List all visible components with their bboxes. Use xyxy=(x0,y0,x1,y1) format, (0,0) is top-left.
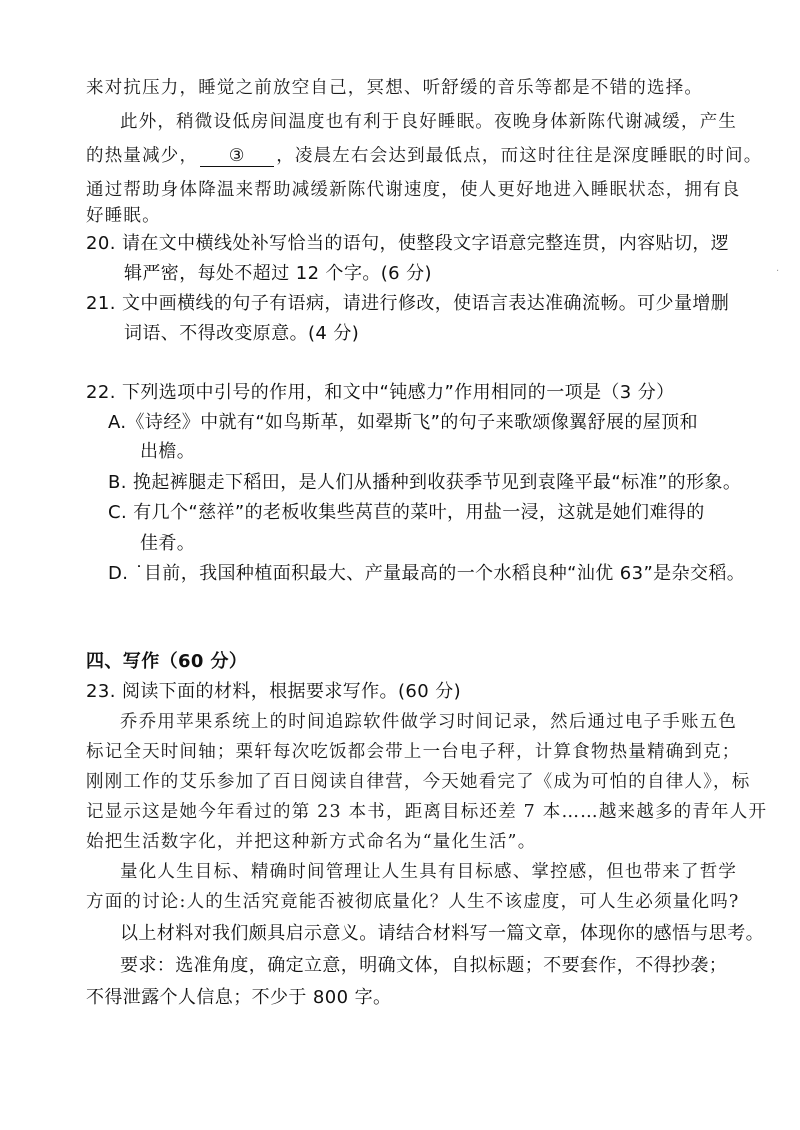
material-line-6: 量化人生目标、精确时间管理让人生具有目标感、掌控感，但也带来了哲学 xyxy=(120,862,738,882)
option-d: D. ˙目前，我国种植面积最大、产量最高的一个水稻良种“汕优 63”是杂交稻。 xyxy=(108,563,746,584)
material-line-2: 标记全天时间轴；栗轩每次吃饭都会带上一台电子秤，计算食物热量精确到克； xyxy=(86,742,741,762)
passage-line-3-start: 的热量减少， xyxy=(86,146,199,166)
requirements-line-2: 不得泄露个人信息；不少于 800 字。 xyxy=(86,987,392,1008)
question-21-line-1: 21. 文中画横线的句子有语病，请进行修改，使语言表达准确流畅。可少量增删 xyxy=(86,293,730,314)
material-line-4: 记显示这是她今年看过的第 23 本书，距离目标还差 7 本……越来越多的青年人开 xyxy=(86,802,768,822)
option-a-line-2: 出檐。 xyxy=(140,441,196,462)
option-a-line-1: A.《诗经》中就有“如鸟斯革，如翚斯飞”的句子来歌颂像翼舒展的屋顶和 xyxy=(108,412,698,433)
material-line-5: 始把生活数字化，并把这种新方式命名为“量化生活”。 xyxy=(86,832,537,852)
question-22-stem: 22. 下列选项中引号的作用，和文中“钝感力”作用相同的一项是（3 分） xyxy=(86,382,675,403)
option-b: B. 挽起裤腿走下稻田，是人们从播种到收获季节见到袁隆平最“标准”的形象。 xyxy=(108,472,742,493)
passage-line-3 xyxy=(86,144,762,168)
requirements-line-1: 要求：选准角度，确定立意，明确文体，自拟标题；不要套作，不得抄袭； xyxy=(120,955,728,976)
question-20-line-2: 辑严密，每处不超过 12 个字。(6 分) xyxy=(124,263,432,284)
passage-line-4: 通过帮助身体降温来帮助减缓新陈代谢速度，使人更好地进入睡眠状态，拥有良 xyxy=(86,180,741,200)
passage-line-2: 此外，稍微设低房间温度也有利于良好睡眠。夜晚身体新陈代谢减缓，产生 xyxy=(120,112,738,132)
instruction-line: 以上材料对我们颇具启示意义。请结合材料写一篇文章，体现你的感悟与思考。 xyxy=(120,923,764,944)
question-23-stem: 23. 阅读下面的材料，根据要求写作。(60 分) xyxy=(86,681,462,702)
material-line-1: 乔乔用苹果系统上的时间追踪软件做学习时间记录，然后通过电子手账五色 xyxy=(120,712,738,732)
material-line-7: 方面的讨论:人的生活究竟能否被彻底量化？人生不该虚度，可人生必须量化吗? xyxy=(86,892,740,912)
section-writing-title: 四、写作（60 分） xyxy=(86,651,248,672)
passage-line-1: 来对抗压力，睡觉之前放空自己，冥想、听舒缓的音乐等都是不错的选择。 xyxy=(86,78,704,98)
option-c-line-1: C. 有几个“慈祥”的老板收集些莴苣的菜叶，用盐一浸，这就是她们难得的 xyxy=(108,502,705,523)
question-20-line-1: 20. 请在文中横线处补写恰当的语句，使整段文字语意完整连贯，内容贴切，逻 xyxy=(86,233,730,254)
scan-mark: · xyxy=(776,266,780,277)
passage-line-5: 好睡眠。 xyxy=(86,206,161,226)
passage-line-3-end: ，凌晨左右会达到最低点，而这时往往是深度睡眠的时间。 xyxy=(276,146,763,166)
material-line-3: 刚刚工作的艾乐参加了百日阅读自律营，今天她看完了《成为可怕的自律人》，标 xyxy=(86,772,751,792)
fill-blank-3: ③ xyxy=(200,146,274,167)
question-21-line-2: 词语、不得改变原意。(4 分) xyxy=(124,323,360,344)
option-c-line-2: 佳肴。 xyxy=(140,533,196,554)
